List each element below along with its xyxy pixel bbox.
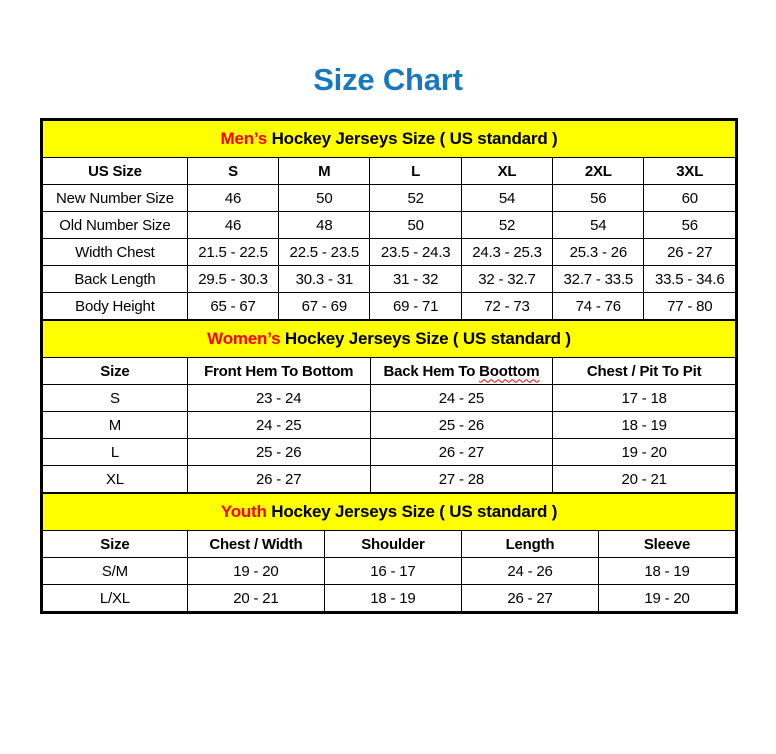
cell-value: 56: [644, 212, 736, 239]
cell-value: 25 - 26: [370, 412, 553, 439]
table-row: [43, 239, 736, 266]
cell-value: 19 - 20: [553, 439, 736, 466]
mens-title-rest: Hockey Jerseys Size ( US standard ): [271, 129, 558, 148]
cell-value: 27 - 28: [370, 466, 553, 493]
row-label: S: [43, 385, 188, 412]
column-header: Front Hem To Bottom: [187, 358, 370, 385]
mens-accent-word: Men’s: [220, 129, 268, 148]
cell-value: 18 - 19: [324, 585, 461, 612]
cell-value: 50: [370, 212, 461, 239]
column-header: 3XL: [644, 158, 736, 185]
row-label: Body Height: [43, 293, 188, 320]
column-header: Sleeve: [599, 531, 736, 558]
column-header: US Size: [43, 158, 188, 185]
cell-value: 50: [279, 185, 370, 212]
youth-section-header: [43, 494, 736, 531]
youth-size-table: [42, 493, 736, 612]
cell-value: 54: [461, 185, 552, 212]
cell-value: 23 - 24: [187, 385, 370, 412]
cell-value: 30.3 - 31: [279, 266, 370, 293]
cell-value: 26 - 27: [461, 585, 598, 612]
cell-value: 18 - 19: [599, 558, 736, 585]
mens-section-title: [43, 121, 736, 158]
column-header: L: [370, 158, 461, 185]
cell-value: 26 - 27: [187, 466, 370, 493]
cell-value: 74 - 76: [553, 293, 644, 320]
cell-value: 20 - 21: [187, 585, 324, 612]
cell-value: 24 - 25: [370, 385, 553, 412]
cell-value: 21.5 - 22.5: [187, 239, 278, 266]
table-row: [43, 293, 736, 320]
row-label: L/XL: [43, 585, 188, 612]
cell-value: 22.5 - 23.5: [279, 239, 370, 266]
cell-value: 26 - 27: [644, 239, 736, 266]
cell-value: 52: [461, 212, 552, 239]
womens-accent-word: Women’s: [207, 329, 281, 348]
cell-value: 17 - 18: [553, 385, 736, 412]
cell-value: 72 - 73: [461, 293, 552, 320]
cell-value: 32.7 - 33.5: [553, 266, 644, 293]
column-header: Size: [43, 531, 188, 558]
table-row: [43, 585, 736, 612]
mens-column-header-row: [43, 158, 736, 185]
cell-value: 23.5 - 24.3: [370, 239, 461, 266]
table-row: [43, 466, 736, 493]
size-chart: [40, 118, 738, 614]
cell-value: 60: [644, 185, 736, 212]
column-header: 2XL: [553, 158, 644, 185]
row-label: Width Chest: [43, 239, 188, 266]
misspelled-word: Boottom: [479, 362, 540, 380]
cell-value: 65 - 67: [187, 293, 278, 320]
cell-value: 77 - 80: [644, 293, 736, 320]
table-row: [43, 212, 736, 239]
cell-value: 25.3 - 26: [553, 239, 644, 266]
womens-section-title: [43, 321, 736, 358]
row-label: L: [43, 439, 188, 466]
table-row: [43, 185, 736, 212]
youth-title-rest: Hockey Jerseys Size ( US standard ): [271, 502, 558, 521]
cell-value: 46: [187, 185, 278, 212]
cell-value: 24.3 - 25.3: [461, 239, 552, 266]
womens-title-rest: Hockey Jerseys Size ( US standard ): [284, 329, 571, 348]
cell-value: 67 - 69: [279, 293, 370, 320]
page-title: Size Chart: [313, 62, 463, 97]
cell-value: 25 - 26: [187, 439, 370, 466]
cell-value: 52: [370, 185, 461, 212]
column-header: Chest / Width: [187, 531, 324, 558]
womens-column-header-row: [43, 358, 736, 385]
cell-value: 26 - 27: [370, 439, 553, 466]
column-header: Length: [461, 531, 598, 558]
table-row: [43, 412, 736, 439]
cell-value: 24 - 26: [461, 558, 598, 585]
mens-size-table: [42, 120, 736, 320]
row-label: Old Number Size: [43, 212, 188, 239]
youth-column-header-row: [43, 531, 736, 558]
table-row: [43, 385, 736, 412]
cell-value: 56: [553, 185, 644, 212]
cell-value: 32 - 32.7: [461, 266, 552, 293]
cell-value: 33.5 - 34.6: [644, 266, 736, 293]
cell-value: 46: [187, 212, 278, 239]
column-header: Size: [43, 358, 188, 385]
cell-value: 20 - 21: [553, 466, 736, 493]
womens-section-header: [43, 321, 736, 358]
column-header: M: [279, 158, 370, 185]
cell-value: 18 - 19: [553, 412, 736, 439]
column-header: [370, 358, 553, 385]
cell-value: 19 - 20: [599, 585, 736, 612]
cell-value: 31 - 32: [370, 266, 461, 293]
cell-value: 19 - 20: [187, 558, 324, 585]
cell-value: 54: [553, 212, 644, 239]
youth-accent-word: Youth: [220, 502, 267, 521]
row-label: S/M: [43, 558, 188, 585]
column-header: Shoulder: [324, 531, 461, 558]
back-hem-prefix: Back Hem To: [383, 362, 480, 380]
row-label: XL: [43, 466, 188, 493]
row-label: Back Length: [43, 266, 188, 293]
column-header: XL: [461, 158, 552, 185]
column-header: S: [187, 158, 278, 185]
cell-value: 24 - 25: [187, 412, 370, 439]
table-row: [43, 558, 736, 585]
cell-value: 48: [279, 212, 370, 239]
column-header: Chest / Pit To Pit: [553, 358, 736, 385]
mens-section-header: [43, 121, 736, 158]
cell-value: 16 - 17: [324, 558, 461, 585]
youth-section-title: [43, 494, 736, 531]
womens-size-table: [42, 320, 736, 493]
table-row: [43, 266, 736, 293]
table-row: [43, 439, 736, 466]
cell-value: 69 - 71: [370, 293, 461, 320]
row-label: New Number Size: [43, 185, 188, 212]
row-label: M: [43, 412, 188, 439]
cell-value: 29.5 - 30.3: [187, 266, 278, 293]
